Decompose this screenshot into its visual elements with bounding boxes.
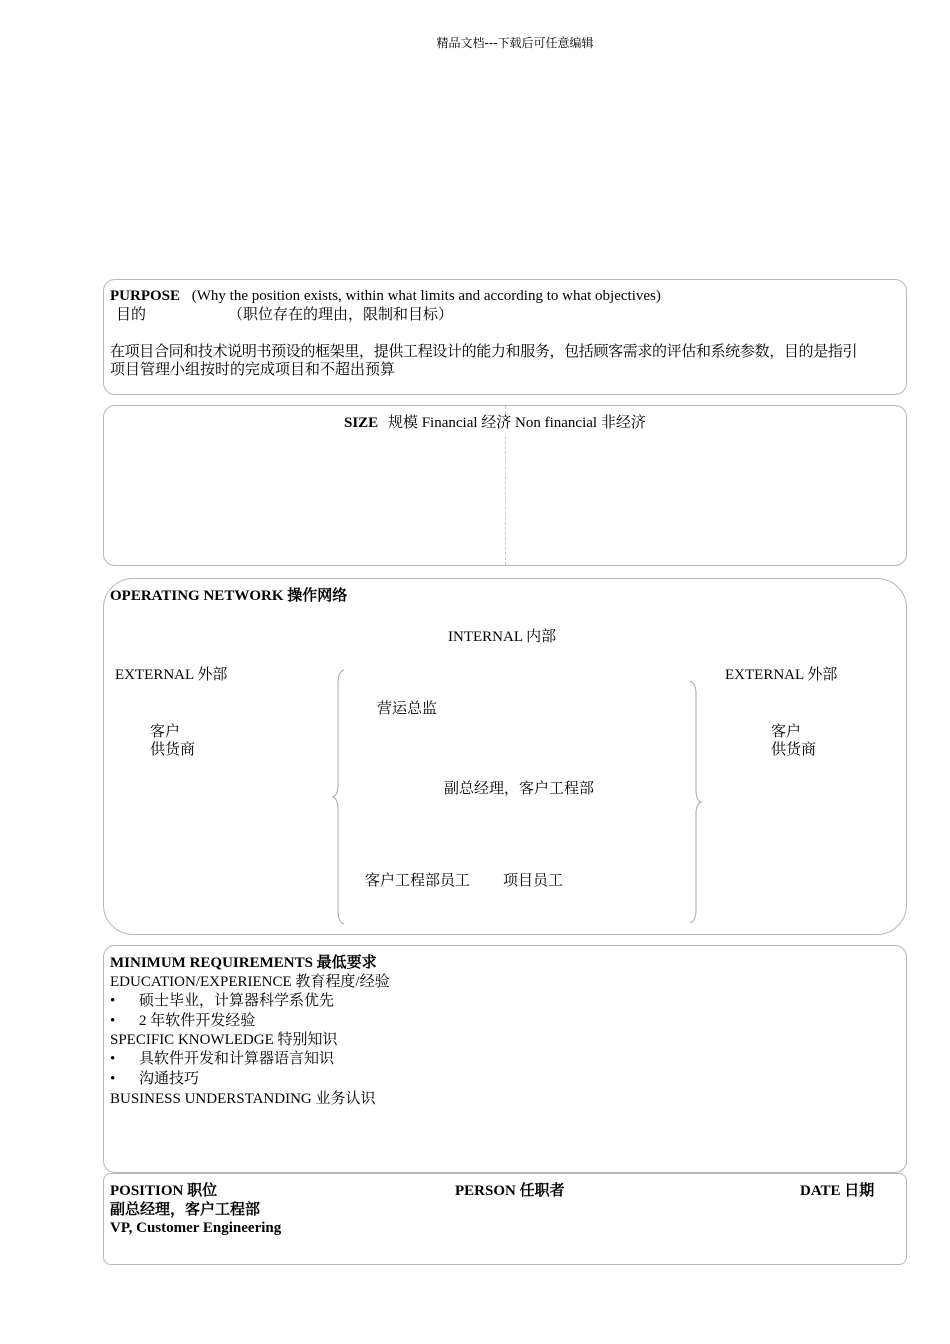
purpose-body-line1: 在项目合同和技术说明书预设的框架里，提供工程设计的能力和服务，包括顾客需求的评估和系统参数，目的是指引 <box>110 344 858 360</box>
person-label: PERSON 任职者 <box>455 1183 565 1199</box>
requirements-title: MINIMUM REQUIREMENTS 最低要求 <box>110 955 377 971</box>
right-item-supplier: 供货商 <box>771 742 817 758</box>
network-internal-label: INTERNAL 内部 <box>448 629 557 645</box>
position-title-cn: 副总经理，客户工程部 <box>110 1202 261 1218</box>
bullet-icon: • <box>110 1071 116 1087</box>
left-brace-icon <box>330 669 346 925</box>
right-brace-icon <box>688 680 704 924</box>
list-item <box>110 1050 334 1069</box>
list-item <box>110 1012 255 1031</box>
size-title: SIZE <box>344 415 379 431</box>
knowledge-label: SPECIFIC KNOWLEDGE 特别知识 <box>110 1032 338 1048</box>
purpose-heading <box>110 287 661 306</box>
requirements-section <box>103 945 907 1173</box>
network-external-left-label: EXTERNAL 外部 <box>115 667 228 683</box>
network-director: 营运总监 <box>377 701 438 717</box>
list-item <box>110 1070 199 1089</box>
education-item-1: 硕士毕业，计算器科学系优先 <box>139 993 335 1009</box>
size-subtitle: 规模 Financial 经济 Non financial 非经济 <box>387 415 646 431</box>
date-label: DATE 日期 <box>800 1183 875 1199</box>
page-header-note: 精品文档---下载后可任意编辑 <box>436 36 594 50</box>
operating-network-section <box>103 578 907 935</box>
purpose-title: PURPOSE <box>110 288 181 304</box>
purpose-body-line2: 项目管理小组按时的完成项目和不超出预算 <box>110 362 396 378</box>
network-staff: 客户工程部员工 <box>365 873 471 889</box>
business-label: BUSINESS UNDERSTANDING 业务认识 <box>110 1091 376 1107</box>
size-heading <box>344 414 648 433</box>
network-project-staff: 项目员工 <box>503 873 564 889</box>
bullet-icon: • <box>110 1051 116 1067</box>
purpose-title-cn: 目的 <box>116 307 147 323</box>
size-section <box>103 405 907 566</box>
left-item-customer: 客户 <box>150 724 181 740</box>
purpose-subtitle-en: (Why the position exists, within what limits and according to what objectives) <box>191 288 661 304</box>
position-label: POSITION 职位 <box>110 1183 218 1199</box>
network-title: OPERATING NETWORK 操作网络 <box>110 588 348 604</box>
left-item-supplier: 供货商 <box>150 742 196 758</box>
education-label: EDUCATION/EXPERIENCE 教育程度/经验 <box>110 974 390 990</box>
network-vp: 副总经理，客户工程部 <box>444 781 595 797</box>
knowledge-item-2: 沟通技巧 <box>139 1071 200 1087</box>
knowledge-item-1: 具软件开发和计算器语言知识 <box>139 1051 335 1067</box>
education-item-2: 2 年软件开发经验 <box>139 1013 256 1029</box>
right-item-customer: 客户 <box>771 724 802 740</box>
purpose-subtitle-cn: （职位存在的理由，限制和目标） <box>228 307 454 323</box>
purpose-section <box>103 279 907 395</box>
network-external-right-label: EXTERNAL 外部 <box>725 667 838 683</box>
bullet-icon: • <box>110 993 116 1009</box>
position-title-en: VP, Customer Engineering <box>110 1220 282 1236</box>
position-section <box>103 1173 907 1265</box>
bullet-icon: • <box>110 1013 116 1029</box>
list-item <box>110 992 334 1011</box>
